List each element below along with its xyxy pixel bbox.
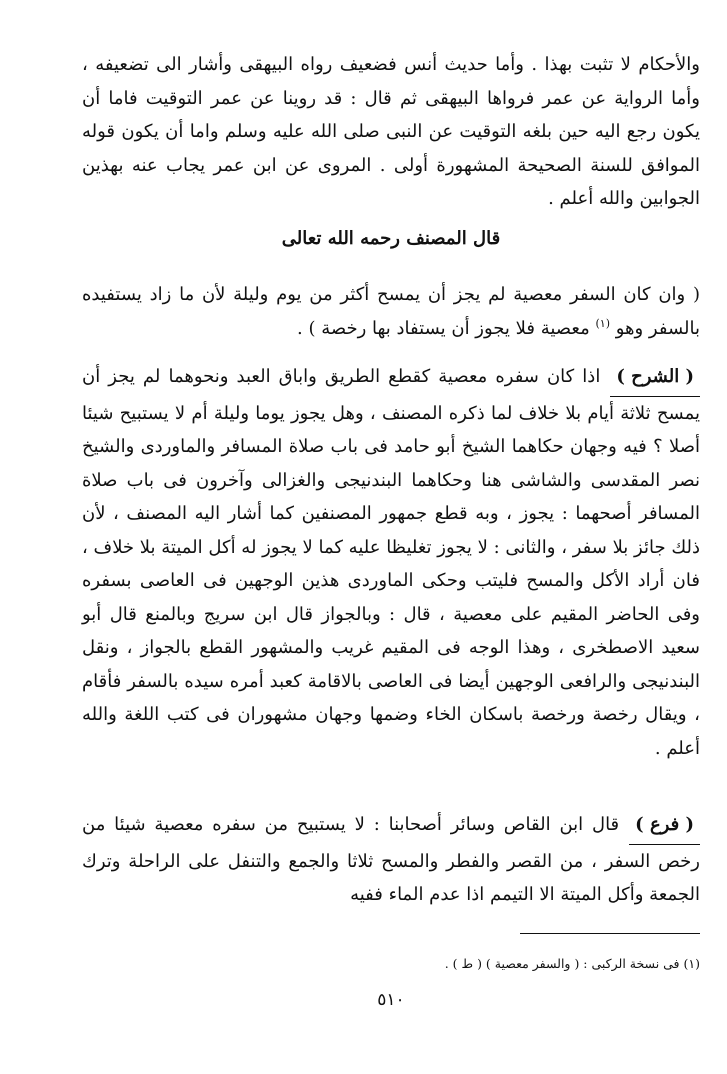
- paragraph-opening: والأحكام لا تثبت بهذا . وأما حديث أنس فضعيف رواه البيهقى وأشار الى تضعيفه ، وأما الرواية عن عمر فرواها البيهقى ثم قال : قد روينا عن عمر التوقيت فاما أن يكون رجع اليه حين بلغه التوقيت عن النبى صلى الله عليه وسلم واما أن يكون قوله الموافق للسنة الصحيحة المشهورة أولى . المروى عن ابن عمر يجاب عنه بهذين الجوابين والله أعلم .: [82, 54, 700, 209]
- branch-label: ( فرع ): [629, 808, 700, 845]
- page-number: ٥١٠: [377, 990, 405, 1010]
- footnote-reference: (١): [595, 316, 610, 330]
- footnote-divider: [520, 933, 700, 934]
- footnote: (١) فى نسخة الركبى : ( والسفر معصية ) ( ط ) .: [444, 956, 700, 971]
- commentary-label: ( الشرح ): [610, 360, 700, 397]
- author-text-part-1: ( وان كان السفر معصية لم يجز أن يمسح أكثر من يوم وليلة لأن ما زاد يستفيده بالسفر وهو: [82, 284, 700, 339]
- paragraph-branch: [82, 808, 700, 912]
- branch-text: قال ابن القاص وسائر أصحابنا : لا يستبيح من سفره معصية شيئا من رخص السفر ، من القصر والفطر والمسح ثلاثا والجمع والتنفل على الراحلة وترك الجمعة وأكل الميتة الا التيمم اذا عدم الماء ففيه: [82, 814, 700, 905]
- paragraph-author-text: [82, 278, 700, 345]
- commentary-text: اذا كان سفره معصية كقطع الطريق واباق العبد ونحوهما لم يجز أن يمسح ثلاثة أيام بلا خلاف لما ذكره المصنف ، وهل يجوز يوما وليلة أم لا يستبيح شيئا أصلا ؟ فيه وجهان حكاهما الشيخ أبو حامد فى باب صلاة المسافر والماوردى والشيخ نصر المقدسى والشاشى هنا وحكاهما البندنيجى والغزالى وآخرون فى باب صلاة المسافر أصحهما : يجوز ، وبه قطع جمهور المصنفين كما أشار اليه المصنف ، لأن ذلك جائز بلا سفر ، والثانى : لا يجوز تغليظا عليه كما لا يجوز له أكل الميتة بلا خلاف ، فان أراد الأكل والمسح فليتب وحكى الماوردى هذين الوجهين فى العاصى بسفره وفى الحاضر المقيم على معصية ، قال : وبالجواز قال ابن سريج وبالمنع قال أبو سعيد الاصطخرى ، وهذا الوجه فى المقيم غريب والمشهور القطع بالجواز ، ونقل البندنيجى والرافعى الوجهين أيضا فى العاصى بالاقامة كعبد أمره سيده بالسفر فأقام ، ويقال رخصة ورخصة باسكان الخاء وضمها وجهان مشهوران فى كتب اللغة والله أعلم .: [82, 366, 700, 759]
- author-text-part-2: معصية فلا يجوز أن يستفاد بها رخصة ) .: [297, 317, 590, 339]
- section-heading: قال المصنف رحمه الله تعالى: [281, 228, 501, 249]
- paragraph-commentary: [82, 360, 700, 765]
